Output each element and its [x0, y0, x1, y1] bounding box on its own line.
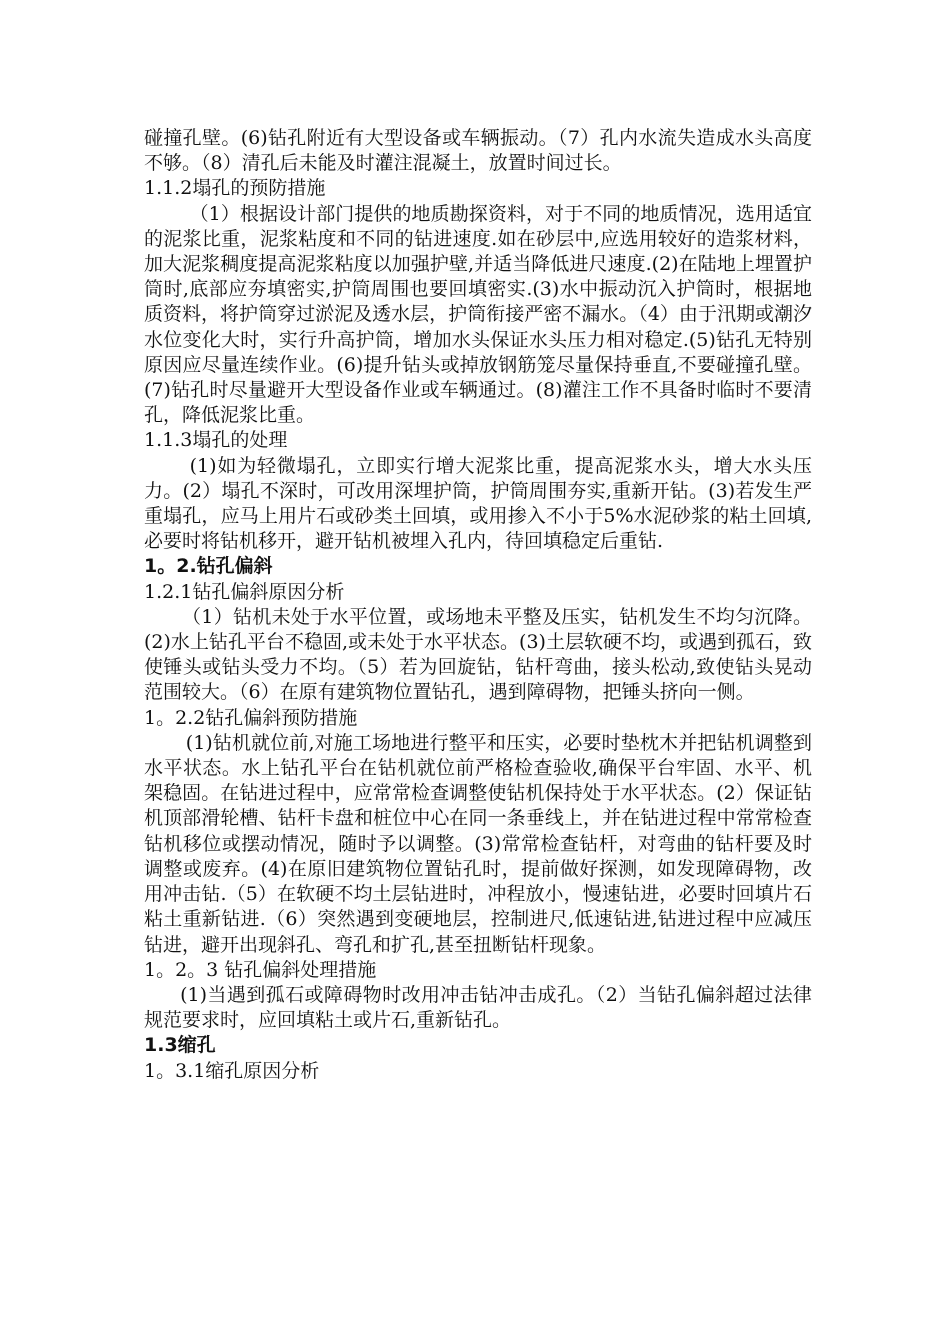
heading-1-2-3: 1。2。3 钻孔偏斜处理措施	[144, 958, 377, 981]
heading-1-1-3: 1.1.3塌孔的处理	[144, 429, 288, 452]
paragraph-deviation-treatment: (1)当遇到孤石或障碍物时改用冲击钻冲击成孔。（2）当钻孔偏斜超过法律规范要求时，应回填粘土或片石,重新钻孔。	[144, 983, 812, 1032]
paragraph-collapse-prevention: （1）根据设计部门提供的地质勘探资料，对于不同的地质情况，选用适宜的泥浆比重，泥浆粘度和不同的钻进速度.如在砂层中,应选用较好的造浆材料，加大泥浆稠度提高泥浆粘度以加强护壁,并适当降低进尺速度.(2)在陆地上埋置护筒时,底部应夯填密实,护筒周围也要回填密实.(3)水中振动沉入护筒时，根据地质资料，将护筒穿过淤泥及透水层，护筒衔接严密不漏水。（4）由于汛期或潮汐水位变化大时，实行升高护筒，增加水头保证水头压力相对稳定.(5)钻孔无特别原因应尽量连续作业。(6)提升钻头或掉放钢筋笼尽量保持垂直,不要碰撞孔壁。(7)钻孔时尽量避开大型设备作业或车辆通过。(8)灌注工作不具备时临时不要清孔，降低泥浆比重。	[144, 202, 812, 427]
heading-1-2-1: 1.2.1钻孔偏斜原因分析	[144, 580, 345, 603]
heading-1-2-2: 1。2.2钻孔偏斜预防措施	[144, 706, 358, 729]
heading-1-2: 1。2.钻孔偏斜	[144, 555, 273, 578]
paragraph-collapse-causes-tail: 碰撞孔壁。(6)钻孔附近有大型设备或车辆振动。（7）孔内水流失造成水头高度不够。（8）清孔后未能及时灌注混凝土，放置时间过长。	[144, 127, 812, 175]
paragraph-deviation-prevention: (1)钻机就位前,对施工场地进行整平和压实，必要时垫枕木并把钻机调整到水平状态。水上钻孔平台在钻机就位前严格检查验收,确保平台牢固、水平、机架稳固。在钻进过程中，应常常检查调整使钻机保持处于水平状态。(2）保证钻机顶部滑轮槽、钻杆卡盘和桩位中心在同一条垂线上，并在钻进过程中常常检查钻机移位或摆动情况，随时予以调整。(3)常常检查钻杆，对弯曲的钻杆要及时调整或废弃。(4)在原旧建筑物位置钻孔时，提前做好探测，如发现障碍物，改用冲击钻.（5）在软硬不均土层钻进时，冲程放小，慢速钻进，必要时回填片石粘土重新钻进.（6）突然遇到变硬地层，控制进尺,低速钻进,钻进过程中应减压钻进，避开出现斜孔、弯孔和扩孔,甚至扭断钻杆现象。	[144, 731, 812, 956]
document-body	[144, 126, 812, 1084]
heading-1-3-1: 1。3.1缩孔原因分析	[144, 1059, 320, 1082]
heading-1-3: 1.3缩孔	[144, 1034, 216, 1057]
heading-1-1-2: 1.1.2塌孔的预防措施	[144, 177, 326, 200]
paragraph-collapse-treatment: (1)如为轻微塌孔，立即实行增大泥浆比重，提高泥浆水头，增大水头压力。(2）塌孔不深时，可改用深埋护筒，护筒周围夯实,重新开钻。(3)若发生严重塌孔，应马上用片石或砂类土回填，或用掺入不小于5%水泥砂浆的粘土回填,必要时将钻机移开，避开钻机被埋入孔内，待回填稳定后重钻.	[144, 454, 812, 553]
paragraph-deviation-causes: （1）钻机未处于水平位置，或场地未平整及压实，钻机发生不均匀沉降。(2)水上钻孔平台不稳固,或未处于水平状态。(3)土层软硬不均，或遇到孤石，致使锤头或钻头受力不均。（5）若为回旋钻，钻杆弯曲，接头松动,致使钻头晃动范围较大。（6）在原有建筑物位置钻孔，遇到障碍物，把锤头挤向一侧。	[144, 605, 812, 704]
